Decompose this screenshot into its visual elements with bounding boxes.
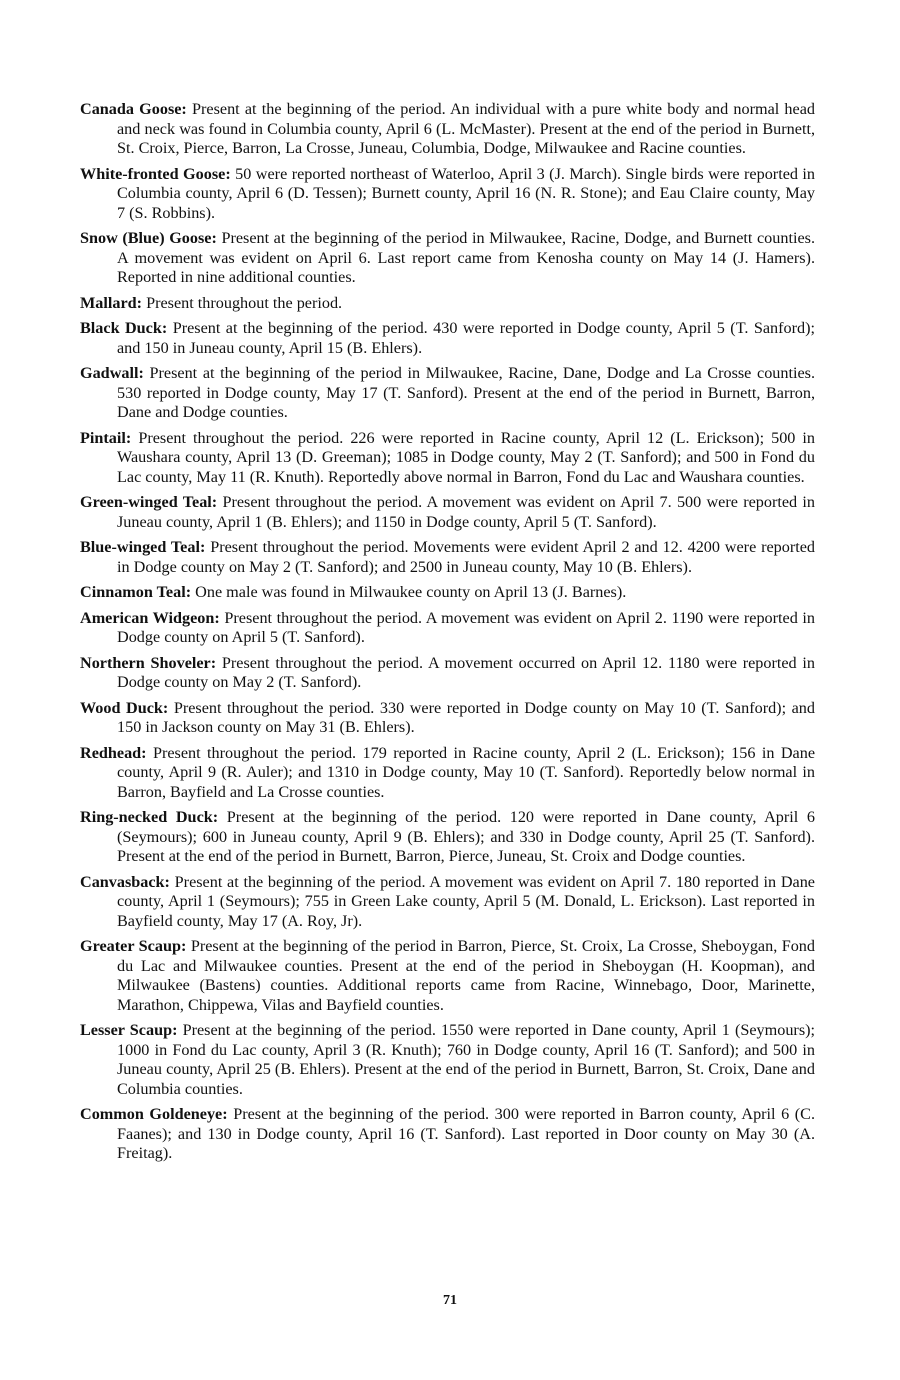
species-name: Black Duck:	[80, 319, 168, 337]
species-report-text: Present throughout the period. A movement was evident on April 2. 1190 were reported in Dodge county on April 5 (T. Sanford).	[117, 608, 816, 646]
species-entry	[80, 100, 815, 159]
species-report-text: Present at the beginning of the period. 430 were reported in Dodge county, April 5 (T. Sanford); and 150 in Juneau county, April 15 (B. Ehlers).	[117, 319, 815, 357]
species-report-text: 50 were reported northeast of Waterloo, April 3 (J. March). Single birds were reported in Columbia county, April 6 (D. Tessen); Burnett county, April 16 (N. R. Stone); and Eau Claire county, May 7 (S. Robbins).	[117, 164, 816, 222]
species-name: Mallard:	[80, 293, 143, 312]
species-entry	[80, 808, 815, 867]
species-entry	[80, 364, 815, 423]
species-name: Cinnamon Teal:	[80, 583, 192, 601]
species-report-text: Present at the beginning of the period. 1550 were reported in Dane county, April 1 (Seymours); 1000 in Fond du Lac county, April 3 (R. Knuth); 760 in Dodge county, April 16 (T. Sanford); and 500 in Juneau county, April 25 (B. Ehlers). Present at the end of the period in Burnett, Barron, St. Croix, Dane and Columbia counties.	[117, 1021, 816, 1098]
species-entry	[80, 1021, 815, 1099]
species-entry	[80, 294, 815, 314]
species-report-text: Present throughout the period.	[146, 293, 343, 312]
species-name: Pintail:	[80, 428, 132, 447]
species-report-text: Present at the beginning of the period in Milwaukee, Racine, Dodge, and Burnett counties. A movement was evident on April 6. Last report came from Kenosha county on May 14 (J. Hamers). Reported in nine additional counties.	[117, 229, 815, 286]
species-report-text: One male was found in Milwaukee county on April 13 (J. Barnes).	[195, 583, 627, 601]
species-report-text: Present throughout the period. Movements were evident April 2 and 12. 4200 were reported in Dodge county on May 2 (T. Sanford); and 2500 in Juneau county, May 10 (B. Ehlers).	[117, 538, 816, 576]
species-entry	[80, 165, 815, 224]
species-name: Blue-winged Teal:	[80, 538, 206, 556]
species-name: Common Goldeneye:	[80, 1105, 228, 1123]
species-name: American Widgeon:	[80, 608, 220, 627]
species-report-text: Present throughout the period. 226 were reported in Racine county, April 12 (L. Erickson); 500 in Waushara county, April 13 (D. Greeman); 1085 in Dodge county, May 2 (T. Sanford); and 500 in Fond du Lac county, May 11 (R. Knuth). Reportedly above normal in Barron, Fond du Lac and Waushara counties.	[117, 428, 816, 486]
species-report-text: Present throughout the period. 330 were reported in Dodge county on May 10 (T. Sanford); and 150 in Jackson county on May 31 (B. Ehlers).	[117, 698, 815, 736]
species-entry	[80, 654, 815, 693]
species-report-list	[80, 100, 815, 1170]
species-entry	[80, 937, 815, 1015]
species-entry	[80, 429, 815, 488]
species-name: Snow (Blue) Goose:	[80, 229, 217, 247]
species-report-text: Present throughout the period. 179 reported in Racine county, April 2 (L. Erickson); 156 in Dane county, April 9 (R. Auler); and 1310 in Dodge county, May 10 (T. Sanford). Reportedly below normal in Barron, Bayfield and La Crosse counties.	[117, 743, 815, 801]
species-report-text: Present at the beginning of the period in Milwaukee, Racine, Dane, Dodge and La Crosse counties. 530 reported in Dodge county, May 17 (T. Sanford). Present at the end of the period in Burnett, Barron, Dane and Dodge counties.	[117, 364, 816, 421]
species-report-text: Present at the beginning of the period. 120 were reported in Dane county, April 6 (Seymours); 600 in Juneau county, April 9 (B. Ehlers); and 330 in Dodge county, April 25 (T. Sanford). Present at the end of the period in Burnett, Barron, Pierce, Juneau, St. Croix and Dodge counties.	[117, 808, 816, 865]
species-name: Northern Shoveler:	[80, 653, 217, 672]
species-entry	[80, 873, 815, 932]
species-entry	[80, 609, 815, 648]
species-report-text: Present at the beginning of the period. An individual with a pure white body and normal head and neck was found in Columbia county, April 6 (L. McMaster). Present at the end of the period in Burnett, St. Croix, Pierce, Barron, La Crosse, Juneau, Columbia, Dodge, Milwaukee and Racine counties.	[117, 100, 815, 157]
species-name: Canada Goose:	[80, 100, 187, 118]
page-number: 71	[443, 1293, 457, 1308]
species-entry	[80, 493, 815, 532]
species-name: Lesser Scaup:	[80, 1021, 178, 1039]
species-entry	[80, 699, 815, 738]
species-name: Ring-necked Duck:	[80, 808, 219, 826]
species-name: Redhead:	[80, 743, 147, 762]
species-name: Greater Scaup:	[80, 937, 187, 955]
species-entry	[80, 744, 815, 803]
species-entry	[80, 583, 815, 603]
species-report-text: Present throughout the period. A movement occurred on April 12. 1180 were reported in Dodge county on May 2 (T. Sanford).	[117, 653, 815, 691]
species-name: Canvasback:	[80, 872, 170, 891]
species-name: Wood Duck:	[80, 698, 169, 717]
species-report-text: Present at the beginning of the period. 300 were reported in Barron county, April 6 (C. Faanes); and 130 in Dodge county, April 16 (T. Sanford). Last reported in Door county on May 30 (A. Freitag).	[117, 1105, 815, 1162]
species-name: Green-winged Teal:	[80, 493, 218, 511]
species-name: Gadwall:	[80, 364, 144, 382]
species-entry	[80, 538, 815, 577]
species-entry	[80, 229, 815, 288]
species-entry	[80, 319, 815, 358]
species-entry	[80, 1105, 815, 1164]
species-report-text: Present throughout the period. A movement was evident on April 7. 500 were reported in Juneau county, April 1 (B. Ehlers); and 1150 in Dodge county, April 5 (T. Sanford).	[117, 493, 816, 531]
species-report-text: Present at the beginning of the period in Barron, Pierce, St. Croix, La Crosse, Sheboygan, Fond du Lac and Milwaukee counties. Present at the end of the period in Sheboygan (H. Koopman), and Milwaukee (Bastens) counties. Additional reports came from Racine, Winnebago, Door, Marinette, Marathon, Chippewa, Vilas and Bayfield counties.	[117, 937, 815, 1014]
species-report-text: Present at the beginning of the period. A movement was evident on April 7. 180 reported in Dane county, April 1 (Seymours); 755 in Green Lake county, April 5 (M. Donald, L. Erickson). Last reported in Bayfield county, May 17 (A. Roy, Jr).	[117, 872, 815, 930]
species-name: White-fronted Goose:	[80, 164, 231, 183]
